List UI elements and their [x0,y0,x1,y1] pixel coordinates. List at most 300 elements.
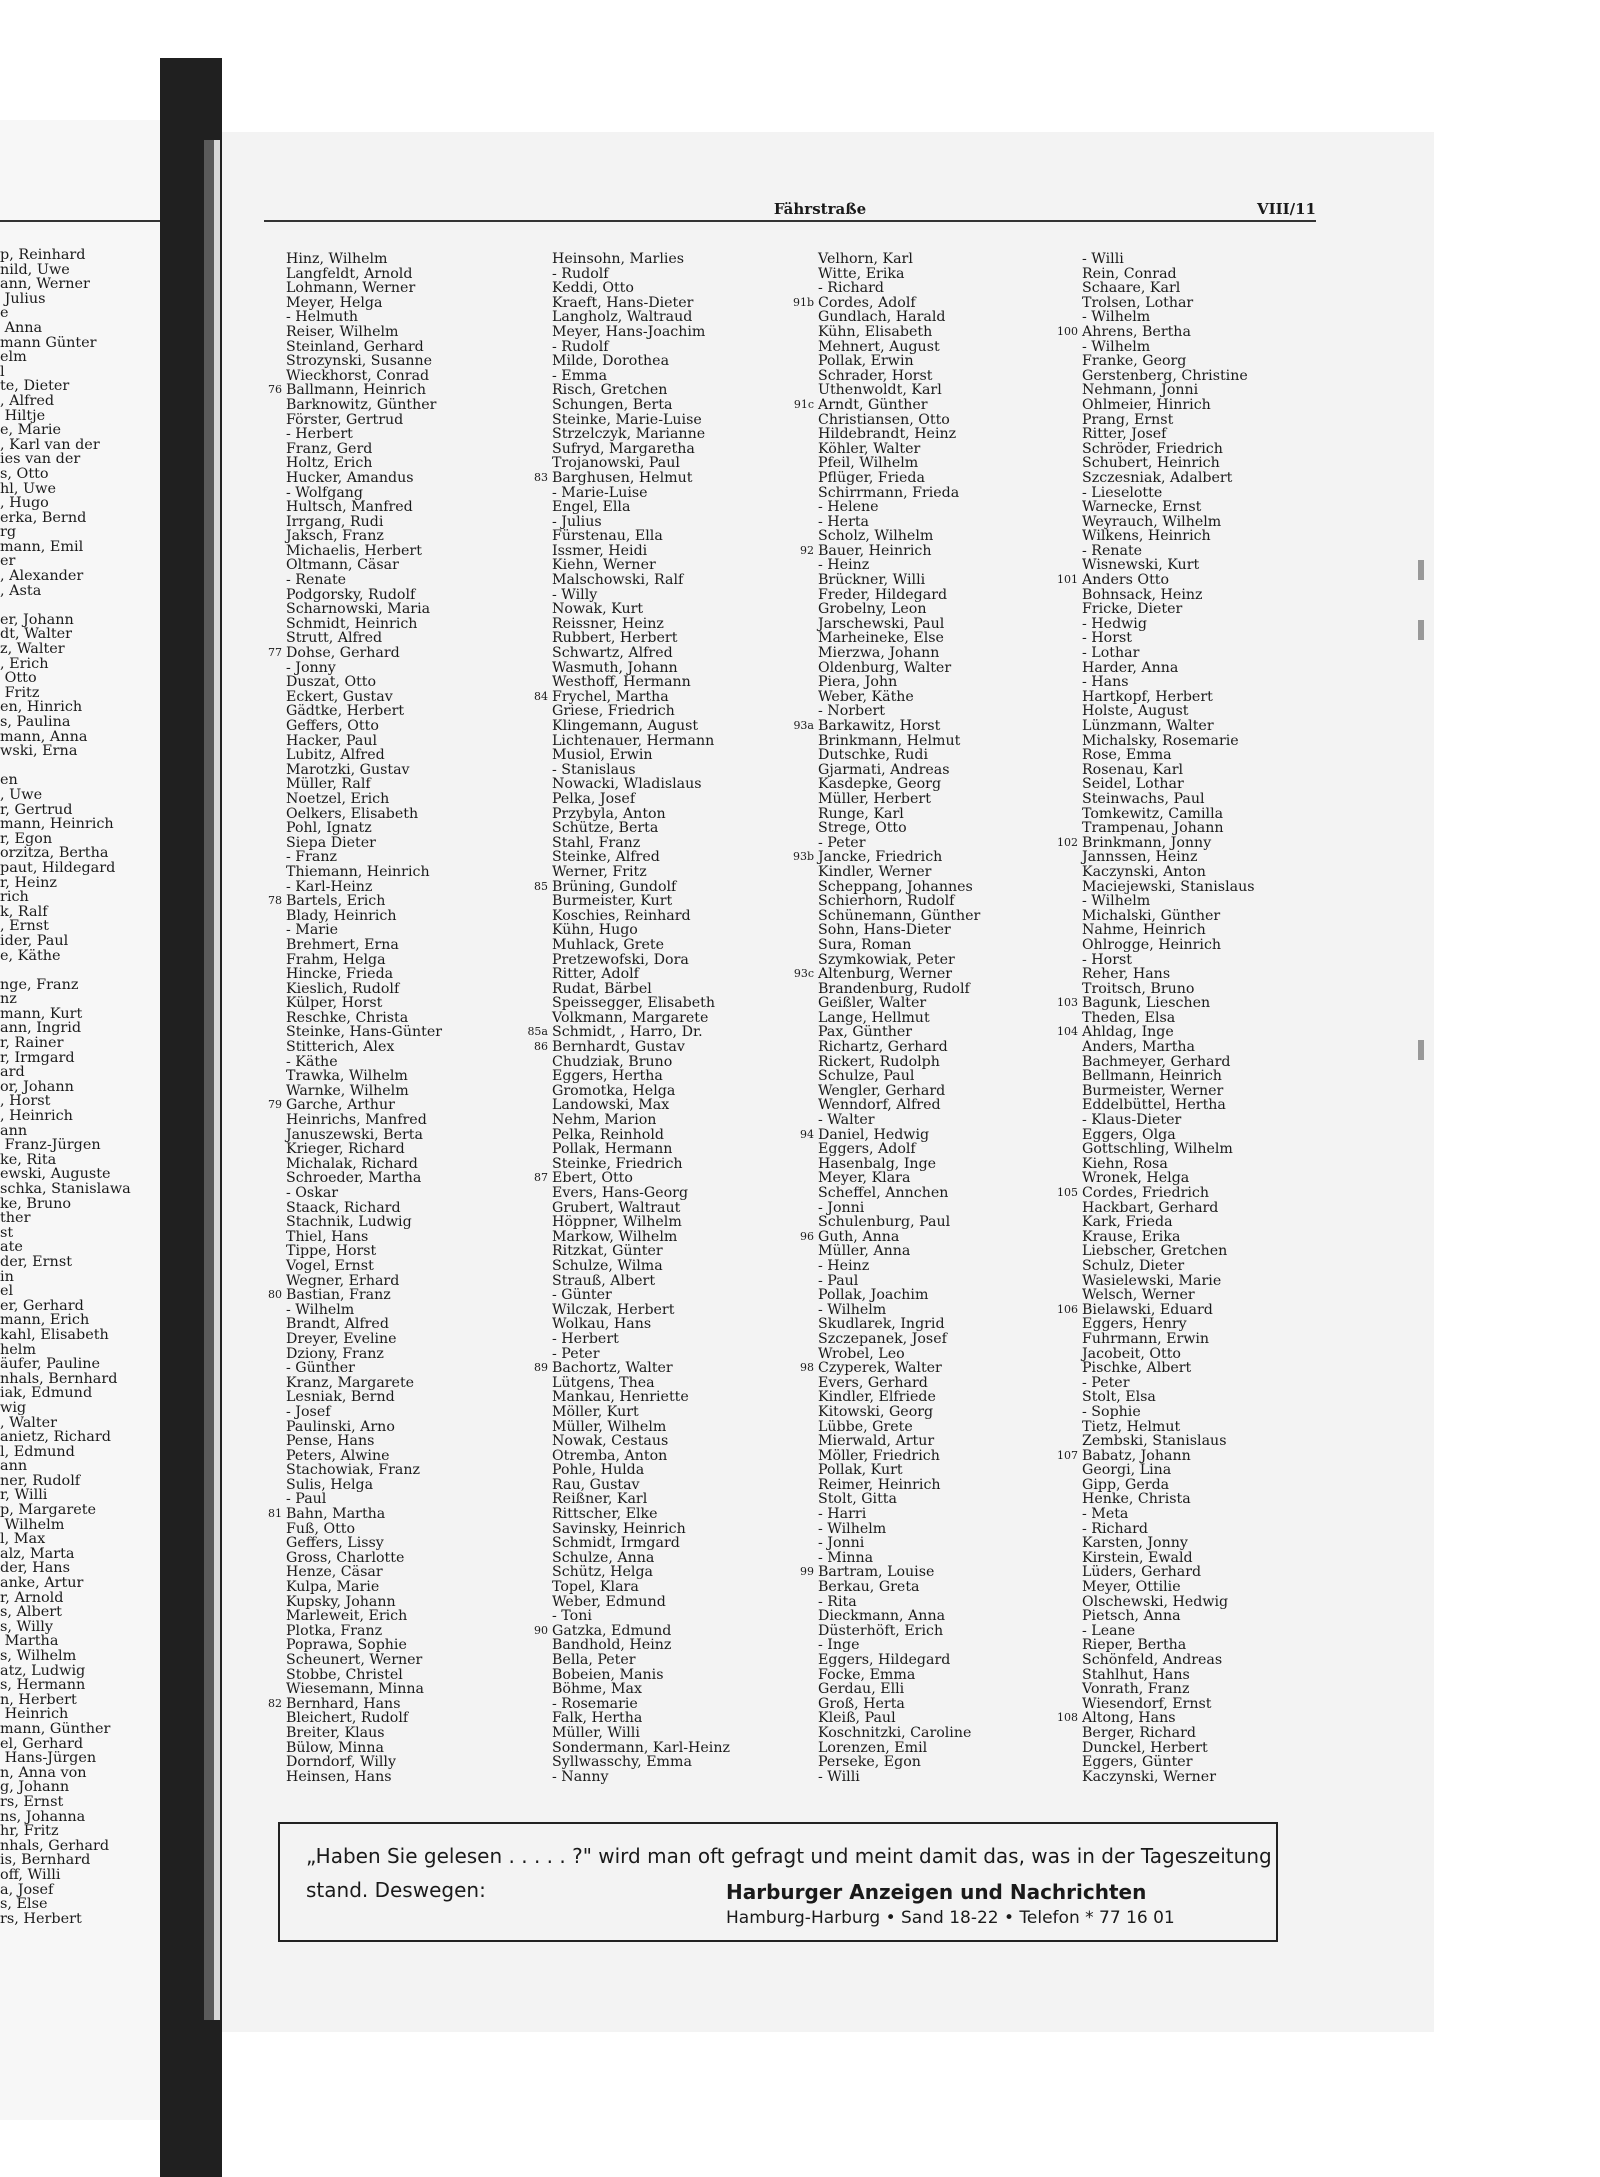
resident-name: Dutschke, Rudi [818,747,929,764]
resident-entry [552,1507,730,1522]
resident-entry [286,880,442,895]
resident-name: Franz, Gerd [286,440,373,457]
resident-entry [552,398,730,413]
resident-name: Michalsky, Rosemarie [1082,732,1239,749]
resident-entry [552,967,730,982]
resident-entry [286,1332,442,1347]
resident-name: Jancke, Friedrich [818,849,943,866]
resident-name: Trawka, Wilhelm [286,1068,408,1085]
resident-name: Chudziak, Bruno [552,1053,673,1070]
resident-name: Duszat, Otto [286,674,377,691]
resident-name: - Herbert [552,1330,619,1347]
resident-entry [1082,558,1255,573]
resident-entry [286,1420,442,1435]
resident-entry [286,1040,442,1055]
resident-name: Kiehn, Rosa [1082,1155,1168,1172]
left-fragment-line: mann, Emil [0,538,84,555]
resident-name: Lubitz, Alfred [286,747,385,764]
resident-entry [793,966,980,983]
resident-name: - Paul [286,1491,327,1508]
resident-entry [818,427,980,442]
resident-name: Meyer, Ottilie [1082,1579,1181,1596]
resident-name: Müller, Wilhelm [552,1418,667,1435]
resident-name: Syllwasschy, Emma [552,1754,692,1771]
resident-name: - Wilhelm [818,1520,887,1537]
resident-name: Höppner, Wilhelm [552,1214,682,1231]
resident-name: Reissner, Heinz [552,615,664,632]
resident-entry [1082,675,1255,690]
resident-name: Frychel, Martha [552,688,669,705]
resident-entry [552,1084,730,1099]
resident-entry [286,719,442,734]
resident-name: Schütz, Helga [552,1564,653,1581]
resident-entry [1082,1478,1255,1493]
resident-entry [1057,572,1255,589]
resident-entry [1082,296,1255,311]
resident-entry [552,602,730,617]
resident-entry [552,996,730,1011]
resident-name: Heinrichs, Manfred [286,1112,427,1129]
left-fragment-line: alz, Marta [0,1545,75,1562]
resident-name: Tietz, Helmut [1082,1418,1181,1435]
resident-entry [1082,310,1255,325]
resident-entry [286,1726,442,1741]
resident-name: Szymkowiak, Peter [818,951,955,968]
resident-name: Jacobeit, Otto [1082,1345,1181,1362]
resident-entry [286,1405,442,1420]
resident-entry [286,456,442,471]
resident-entry [552,1697,730,1712]
resident-entry [1082,1463,1255,1478]
resident-name: Noetzel, Erich [286,790,390,807]
resident-name: Groß, Herta [818,1695,905,1712]
resident-entry [286,690,442,705]
left-fragment-line: er, Johann [0,611,74,628]
left-fragment-line: rg [0,524,17,541]
resident-entry [552,1449,730,1464]
left-fragment-line: mann, Anna [0,728,88,745]
resident-name: Eggers, Hildegard [818,1652,951,1668]
resident-name: Steinland, Gerhard [286,338,424,355]
resident-entry [286,1186,442,1201]
resident-name: Peters, Alwine [286,1447,390,1464]
resident-entry [1082,1069,1255,1084]
resident-entry [818,486,980,501]
resident-name: - Günter [552,1287,612,1304]
resident-name: Rieper, Bertha [1082,1637,1187,1654]
resident-name: Kasdepke, Georg [818,776,942,793]
resident-entry [818,267,980,282]
resident-entry [552,1128,730,1143]
resident-name: Wenndorf, Alfred [818,1097,941,1114]
resident-name: - Richard [1082,1520,1148,1537]
resident-name: Musiol, Erwin [552,747,653,764]
resident-name: Bohnsack, Heinz [1082,586,1203,603]
resident-entry [286,1434,442,1449]
resident-entry [1082,1040,1255,1055]
resident-entry [286,1201,442,1216]
left-fragment-line: Otto [0,670,37,687]
resident-name: - Willi [818,1768,860,1785]
resident-entry [1082,456,1255,471]
resident-entry [286,1536,442,1551]
resident-name: Fricke, Dieter [1082,601,1183,618]
resident-entry [1082,398,1255,413]
resident-name: Jannssen, Heinz [1082,849,1198,866]
resident-name: Stachowiak, Franz [286,1462,420,1479]
resident-entry [818,953,980,968]
left-fragment-line: nild, Uwe [0,261,70,278]
resident-entry [552,515,730,530]
resident-entry [1082,486,1255,501]
resident-name: Bernhard, Hans [286,1695,401,1712]
resident-name: Bauer, Heinrich [818,542,932,559]
resident-entry [552,1565,730,1580]
resident-entry [552,1653,730,1668]
resident-name: Lesniak, Bernd [286,1389,395,1406]
resident-entry [818,1113,980,1128]
resident-name: Pfeil, Wilhelm [818,455,919,472]
resident-name: Eggers, Günter [1082,1754,1193,1771]
resident-entry [286,252,442,267]
resident-name: Eggers, Henry [1082,1316,1187,1333]
resident-name: Kulpa, Marie [286,1579,380,1596]
resident-name: Garche, Arthur [286,1097,395,1114]
resident-entry [552,923,730,938]
resident-name: Thiel, Hans [286,1228,369,1245]
resident-name: Pischke, Albert [1082,1360,1192,1377]
resident-entry [1082,763,1255,778]
resident-name: Reiser, Wilhelm [286,323,399,340]
resident-entry [818,690,980,705]
resident-entry [818,1244,980,1259]
resident-entry [1057,1024,1255,1041]
resident-name: - Franz [286,849,338,866]
resident-entry [818,865,980,880]
resident-name: Ritzkat, Günter [552,1243,663,1260]
resident-name: Lütgens, Thea [552,1374,655,1391]
resident-entry [818,982,980,997]
resident-entry [1082,807,1255,822]
resident-entry [1082,953,1255,968]
resident-name: Gatzka, Edmund [552,1622,672,1639]
resident-name: Scheppang, Johannes [818,878,973,895]
left-fragment-line: s, Otto [0,465,49,482]
resident-entry [286,763,442,778]
resident-entry [1082,442,1255,457]
resident-name: Dziony, Franz [286,1345,384,1362]
left-fragment-line: z, Walter [0,641,65,658]
resident-name: Eggers, Hertha [552,1068,663,1085]
resident-name: Ritter, Josef [1082,426,1167,443]
resident-name: Berger, Richard [1082,1724,1196,1741]
resident-entry [1082,1259,1255,1274]
resident-entry [1082,631,1255,646]
resident-entry [1082,1726,1255,1741]
resident-name: Gromotka, Helga [552,1082,676,1099]
house-number: 84 [534,689,548,703]
resident-entry [286,1157,442,1172]
resident-name: Henke, Christa [1082,1491,1191,1508]
resident-name: Stahlhut, Hans [1082,1666,1190,1683]
resident-name: Weber, Käthe [818,688,914,705]
resident-name: Ritter, Adolf [552,966,639,983]
resident-entry [286,1755,442,1770]
resident-name: Heinsohn, Marlies [552,251,685,267]
resident-entry [552,486,730,501]
left-fragment-line: er, Gerhard [0,1297,84,1314]
resident-entry [552,1274,730,1289]
resident-entry [552,734,730,749]
resident-name: Pelka, Josef [552,790,636,807]
left-fragment-line: ann, Ingrid [0,1020,82,1037]
resident-entry [286,588,442,603]
left-fragment-line: Anna [0,319,43,336]
resident-entry [818,1405,980,1420]
resident-name: Bülow, Minna [286,1739,384,1756]
resident-name: Mehnert, August [818,338,940,355]
resident-entry [793,396,980,413]
left-fragment-line: ate [0,1239,23,1256]
resident-entry [818,1201,980,1216]
resident-entry [818,1055,980,1070]
left-header-rule [0,220,172,222]
resident-entry [552,544,730,559]
resident-name: Gundlach, Harald [818,309,946,326]
resident-entry [534,1039,730,1056]
resident-name: Dreyer, Eveline [286,1330,397,1347]
resident-entry [818,734,980,749]
resident-name: Szczepanek, Josef [818,1330,947,1347]
header-rule [264,220,1316,222]
resident-entry [818,1741,980,1756]
resident-entry [286,1580,442,1595]
resident-name: Schulz, Dieter [1082,1257,1185,1274]
resident-entry [286,1069,442,1084]
left-fragment-line: ns, Johanna [0,1808,86,1825]
advert-question: „Haben Sie gelesen . . . . . ?" wird man oft gefragt und meint damit das, was in der Tageszeitung [306,1844,1272,1868]
resident-name: - Hedwig [1082,615,1147,632]
resident-name: Nowak, Kurt [552,601,644,618]
resident-entry [286,500,442,515]
resident-name: Oelkers, Elisabeth [286,805,419,822]
resident-entry [1082,1536,1255,1551]
resident-entry [286,821,442,836]
resident-entry [793,718,980,734]
resident-entry [1082,602,1255,617]
resident-entry [552,573,730,588]
resident-name: Kirstein, Ewald [1082,1549,1193,1566]
resident-name: Volkmann, Margarete [552,1009,709,1026]
resident-name: Pax, Günther [818,1024,913,1041]
resident-entry [286,1259,442,1274]
house-number: 91b [792,295,814,309]
resident-entry [552,267,730,282]
resident-entry [1082,1157,1255,1172]
resident-entry [1082,1171,1255,1186]
resident-entry [818,1770,980,1785]
resident-name: Czyperek, Walter [818,1360,942,1377]
left-fragment-line: g, Johann [0,1779,70,1796]
resident-entry [1082,1580,1255,1595]
resident-name: Pelka, Reinhold [552,1126,664,1143]
house-number: 79 [268,1098,282,1112]
resident-name: Düsterhöft, Erich [818,1622,944,1639]
resident-name: - Horst [1082,630,1132,647]
house-number: 98 [800,1361,814,1375]
resident-name: Stolt, Elsa [1082,1389,1156,1406]
resident-name: Staack, Richard [286,1199,401,1216]
resident-name: Dunckel, Herbert [1082,1739,1208,1756]
resident-entry [818,1551,980,1566]
resident-name: Böhme, Max [552,1681,642,1698]
resident-entry [818,456,980,471]
resident-name: Keddi, Otto [552,280,634,297]
resident-entry [818,1157,980,1172]
resident-entry [268,382,442,399]
resident-entry [552,1317,730,1332]
left-fragment-line: k, Ralf [0,903,48,920]
resident-name: Altenburg, Werner [818,966,953,983]
resident-entry [534,688,730,705]
resident-name: Ohlmeier, Hinrich [1082,396,1211,413]
resident-name: - Käthe [286,1053,338,1070]
house-number: 108 [1057,1711,1078,1725]
resident-entry [286,675,442,690]
resident-name: Karsten, Jonny [1082,1535,1188,1552]
advert-continuation: stand. Deswegen: [306,1878,486,1902]
left-fragment-line: s, Paulina [0,714,71,730]
resident-entry [818,1697,980,1712]
resident-name: Wilczak, Herbert [552,1301,675,1318]
resident-entry [534,1360,730,1377]
resident-name: Hincke, Frieda [286,966,394,983]
resident-entry [552,953,730,968]
resident-column-3 [792,251,981,1812]
resident-name: Mankau, Henriette [552,1389,689,1406]
resident-name: Krieger, Richard [286,1141,405,1158]
resident-name: Schulenburg, Paul [818,1214,951,1231]
resident-name: Dorndorf, Willy [286,1754,396,1771]
resident-entry [818,515,980,530]
resident-entry [286,1682,442,1697]
resident-entry [1082,938,1255,953]
advert-address: Hamburg-Harburg • Sand 18-22 • Telefon * 77 16 01 [726,1908,1175,1928]
left-fragment-line: äufer, Pauline [0,1356,101,1373]
resident-entry [818,631,980,646]
resident-name: Paulinski, Arno [286,1418,395,1435]
resident-name: Ballmann, Heinrich [286,382,427,399]
house-number: 86 [534,1040,548,1054]
resident-name: Michalak, Richard [286,1155,418,1172]
resident-entry [552,763,730,778]
resident-name: Runge, Karl [818,805,904,822]
resident-entry [552,456,730,471]
resident-entry [1082,267,1255,282]
left-fragment-line: p, Margarete [0,1502,97,1519]
left-fragment-line: ther [0,1210,31,1227]
resident-name: Nahme, Heinrich [1082,922,1206,939]
resident-name: Scheunert, Werner [286,1652,423,1668]
left-fragment-line: mann, Heinrich [0,816,114,833]
left-fragment-line: Wilhelm [0,1516,65,1533]
resident-name: Pohl, Ignatz [286,820,372,837]
resident-entry [286,1638,442,1653]
resident-name: Hartkopf, Herbert [1082,688,1213,705]
resident-entry [818,1478,980,1493]
advert-newspaper-name: Harburger Anzeigen und Nachrichten [726,1880,1147,1904]
resident-name: Kraeft, Hans-Dieter [552,294,694,311]
resident-name: - Wilhelm [818,1301,887,1318]
resident-name: Michalski, Günther [1082,907,1221,924]
resident-entry [1082,369,1255,384]
resident-entry [818,1580,980,1595]
left-fragment-line: , Erich [0,655,49,672]
resident-name: Berkau, Greta [818,1579,920,1596]
resident-name: Nehm, Marion [552,1112,657,1129]
resident-entry [268,1506,442,1523]
left-fragment-line: el, Gerhard [0,1735,84,1752]
resident-entry [818,880,980,895]
resident-name: Vogel, Ernst [286,1257,374,1274]
left-fragment-line [0,963,172,978]
resident-name: Holtz, Erich [286,455,373,472]
resident-entry [286,471,442,486]
resident-name: Oltmann, Cäsar [286,557,399,574]
resident-entry [818,1755,980,1770]
resident-name: Thiemann, Heinrich [286,863,430,880]
left-fragment-line: r, Irmgard [0,1049,75,1066]
resident-entry [1082,1420,1255,1435]
resident-entry [800,1360,980,1377]
resident-entry [818,821,980,836]
resident-entry [818,1434,980,1449]
resident-entry [1082,427,1255,442]
resident-entry [800,1564,980,1581]
resident-entry [1082,1405,1255,1420]
resident-entry [286,909,442,924]
left-fragment-line: Martha [0,1633,59,1650]
resident-entry [286,1084,442,1099]
resident-name: Brüning, Gundolf [552,878,677,895]
resident-name: Reißner, Karl [552,1491,648,1508]
resident-entry [286,1376,442,1391]
resident-name: Grubert, Waltraut [552,1199,681,1216]
resident-entry [1082,1565,1255,1580]
left-fragment-line: anke, Artur [0,1575,84,1592]
left-fragment-line: nhals, Gerhard [0,1837,110,1854]
resident-entry [818,1609,980,1624]
resident-entry [552,1711,730,1726]
resident-entry [286,1215,442,1230]
resident-name: Dohse, Gerhard [286,645,400,662]
resident-entry [800,1126,980,1143]
resident-entry [552,1376,730,1391]
resident-entry [1082,719,1255,734]
left-fragment-line: off, Willi [0,1866,61,1883]
resident-name: Falk, Hertha [552,1710,643,1727]
resident-entry [286,792,442,807]
resident-name: Gädtke, Herbert [286,703,405,720]
resident-name: Strege, Otto [818,820,907,837]
resident-name: Prang, Ernst [1082,411,1174,428]
resident-entry [1082,923,1255,938]
resident-name: Harder, Anna [1082,659,1179,676]
resident-name: Seidel, Lothar [1082,776,1184,793]
left-fragment-line: Julius [0,290,46,307]
resident-name: - Renate [1082,542,1143,559]
resident-name: Velhorn, Karl [818,251,913,267]
